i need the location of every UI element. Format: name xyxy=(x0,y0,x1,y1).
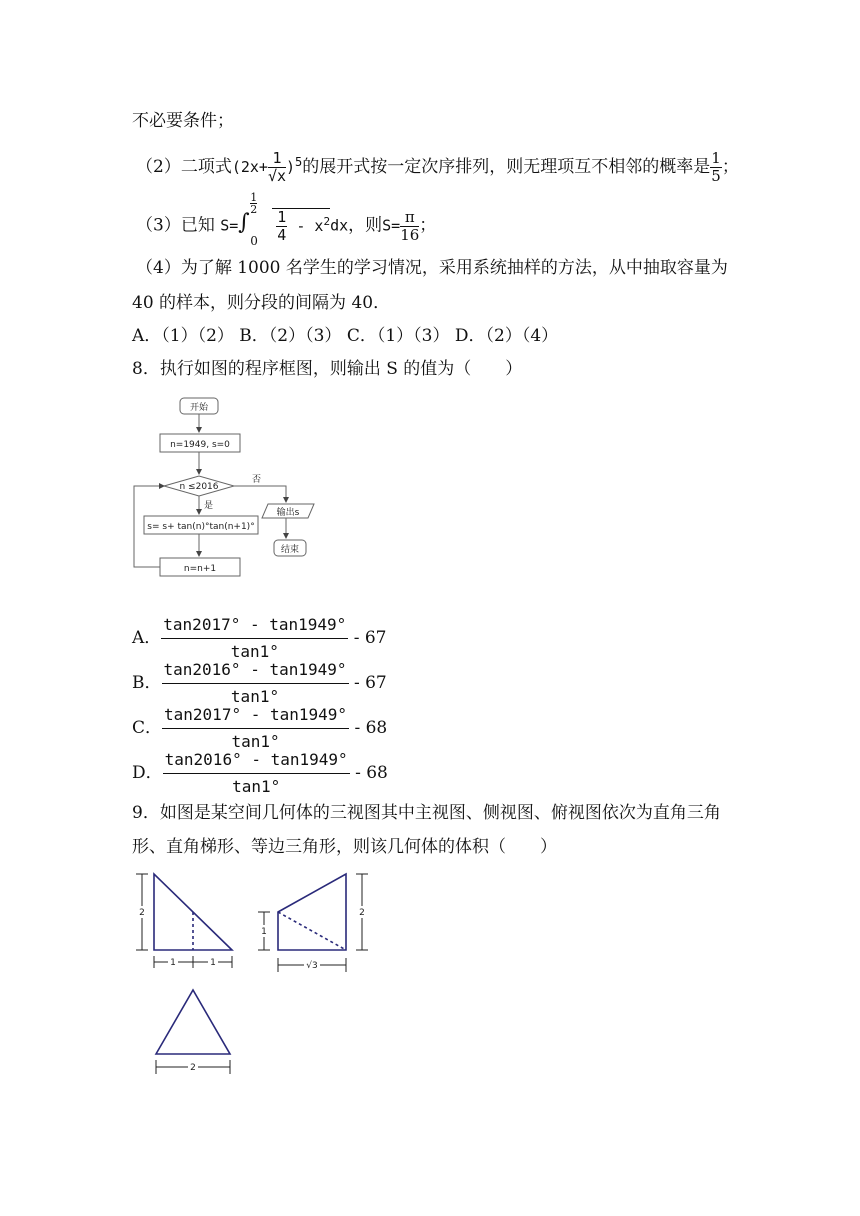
text-line-5: 40 的样本，则分段的间隔为 40． xyxy=(132,293,391,313)
l3-prefix: （3）已知 xyxy=(136,215,215,236)
option-a xyxy=(132,614,387,663)
yes-label: 是 xyxy=(204,501,214,511)
option-den: tan1° xyxy=(230,687,280,706)
l2-prefix: （2）二项式 xyxy=(136,157,232,177)
l2-frac-num: 1 xyxy=(711,149,721,167)
text-line-1: 不必要条件； xyxy=(132,111,234,131)
side-height-1-label: 1 xyxy=(261,927,267,937)
start-label: 开始 xyxy=(189,403,209,413)
integral-sign: ∫ xyxy=(238,210,250,235)
option-tail: - 67 xyxy=(353,628,387,648)
l3-then: ，则 xyxy=(348,215,383,236)
radical xyxy=(272,208,330,244)
question-8: 8．执行如图的程序框图，则输出 S 的值为（ ） xyxy=(132,359,523,379)
l2-frac-den: 5 xyxy=(711,167,721,185)
option-num: tan2016° - tan1949° xyxy=(162,659,349,684)
l3-dx: dx xyxy=(330,216,349,235)
side-width-label: √3 xyxy=(306,961,318,971)
front-height-label: 2 xyxy=(139,908,145,918)
l2-mid: 的展开式按一定次序排列，则无理项互不相邻的概率是 xyxy=(302,157,711,177)
side-height-2-label: 2 xyxy=(359,908,365,918)
l2-end: ； xyxy=(721,157,739,177)
lower-limit: 0 xyxy=(250,234,258,248)
side-view-trapezoid xyxy=(278,874,346,950)
text-line-2 xyxy=(136,150,739,185)
front-width-1-label: 1 xyxy=(170,958,176,968)
top-width-label: 2 xyxy=(190,1063,196,1073)
end-label: 结束 xyxy=(280,545,300,555)
flowchart xyxy=(128,392,320,602)
upper-limit-den: 2 xyxy=(250,203,258,216)
l2-expr-a: (2x+ xyxy=(231,158,268,176)
init-label: n=1949, s=0 xyxy=(170,440,230,450)
incr-label: n=n+1 xyxy=(183,564,217,574)
rad-rest: - x xyxy=(296,217,324,235)
l2-expr-frac-num: 1 xyxy=(268,150,286,168)
front-width-2-label: 1 xyxy=(210,958,216,968)
upper-limit-num: 1 xyxy=(250,191,258,204)
rad-exp: 2 xyxy=(323,215,331,228)
l2-expr-frac-den: √x xyxy=(267,167,287,185)
text-line-4: （4）为了解 1000 名学生的学习情况，采用系统抽样的方法，从中抽取容量为 xyxy=(136,258,728,278)
question-9-line-2: 形、直角梯形、等边三角形，则该几何体的体积（ ） xyxy=(132,837,557,857)
upper-limit xyxy=(250,192,257,215)
side-view-hidden-edge xyxy=(278,912,346,950)
l3-res-den: 16 xyxy=(400,225,420,244)
question-9-line-1: 9．如图是某空间几何体的三视图其中主视图、侧视图、俯视图依次为直角三角 xyxy=(132,803,721,823)
answer-choices-7: A．（1）（2） B．（2）（3） C．（1）（3） D．（2）（4） xyxy=(132,326,559,346)
cond-label: n ≤2016 xyxy=(179,482,219,492)
option-tail: - 67 xyxy=(353,673,387,693)
option-label: C． xyxy=(132,718,163,738)
option-label: D． xyxy=(132,763,163,783)
three-view-diagram xyxy=(128,864,378,1078)
output-label: 输出s xyxy=(276,508,300,518)
option-den: tan1° xyxy=(231,732,280,751)
option-den: tan1° xyxy=(230,642,279,661)
option-tail: - 68 xyxy=(355,763,388,783)
option-num: tan2017° - tan1949° xyxy=(161,614,348,639)
option-c xyxy=(132,704,387,753)
l2-expr-exp: 5 xyxy=(295,155,303,169)
l3-s: S= xyxy=(220,216,239,235)
body-label: s= s+ tan(n)°tan(n+1)° xyxy=(147,522,255,532)
option-label: B． xyxy=(132,673,162,693)
option-label: A． xyxy=(132,628,162,648)
l3-end: ； xyxy=(419,215,437,236)
l2-expr-b: ) xyxy=(286,158,296,176)
l3-s2: S= xyxy=(382,216,401,235)
l3-res-num: π xyxy=(400,209,419,227)
option-num: tan2016° - tan1949° xyxy=(163,749,350,774)
option-b xyxy=(132,659,387,708)
option-d xyxy=(132,749,388,798)
option-den: tan1° xyxy=(232,777,281,796)
top-view-triangle xyxy=(156,990,230,1054)
option-tail: - 68 xyxy=(354,718,388,738)
option-num: tan2017° - tan1949° xyxy=(162,704,349,729)
rad-num: 1 xyxy=(277,208,287,226)
rad-den: 4 xyxy=(277,226,287,244)
no-label: 否 xyxy=(252,475,262,485)
text-line-3 xyxy=(136,191,437,252)
